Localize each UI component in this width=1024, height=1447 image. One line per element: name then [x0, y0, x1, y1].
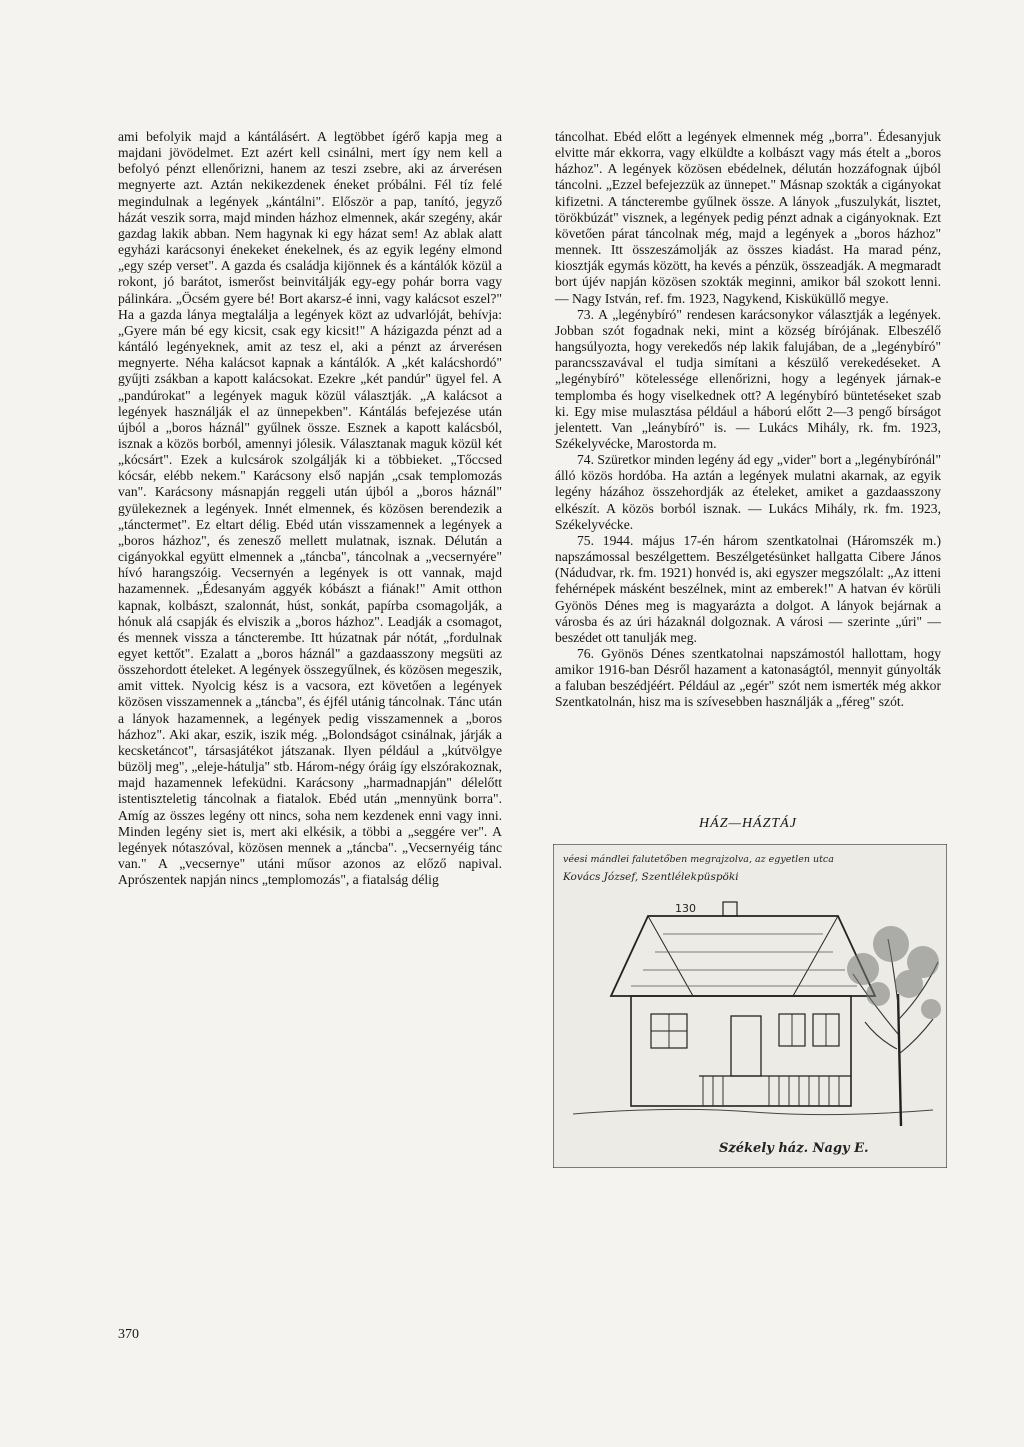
- left-column: [118, 129, 502, 888]
- paragraph: táncolhat. Ebéd előtt a legények elmennek még „borra". Édesanyjuk elvitte már ekkorra, vagy elküldte a kolbászt vagy más ételt a „boros házhoz". A legények közösen ebédelnek, délután hozzáfognak újból táncolni. „Ezzel befejezzük az ünnepet." Másnap szokták a cigányokat kifizetni. A táncterembe gyűlnek össze. A lányok „fuszulykát, lisztet, törökbúzát" visznek, a legények pedig pénzt adnak a cigányoknak. Ezt követően párat táncolnak még, majd a legények a „boros házhoz" mennek. Itt összeszámolják az összes kiadást. Ha marad pénz, kiosztják egymás között, ha kevés a pénzük, összeadják. A megmaradt bort újév napján közösen szokták meginni, amikor bál szokott lenni. — Nagy István, ref. fm. 1923, Nagykend, Kisküküllő megye.: [555, 129, 941, 306]
- caption-bottom: Székely ház. Nagy E.: [719, 1141, 869, 1156]
- house-drawing: [553, 844, 947, 1168]
- right-column: [555, 129, 941, 711]
- paragraph-74: 74. Szüretkor minden legény ád egy „vider" bort a „legénybírónál" álló közös hordóba. Ha aztán a legények mulatni akarnak, az egyik legény házához összehordják az ételeket, amiket a gazdaasszony elkészít. A közös borból isznak. — Lukács Mihály, rk. fm. 1923, Székelyvécke.: [555, 452, 941, 532]
- paragraph: ami befolyik majd a kántálásért. A legtöbbet ígérő kapja meg a majdani jövödelmet. Ezt azért kell csinálni, mert így nem kell a befolyó pénzt ellenőrizni, hanem az teszi zsebre, aki az árverésen megnyerte azt. Aztán nekikezdenek éneket próbálni. Fél tíz felé megindulnak a legények „kántálni". Először a pap, tanító, jegyző házát veszik sorra, majd minden házhoz elmennek, akár szegény, akár gazdag lakik abban. Nem hagynak ki egy házat sem! Az ablak alatt egyházi karácsonyi énekeket énekelnek, és az egyik legény elmond „egy szép verset". A gazda és családja kijönnek és a kántálók közül a rokont, jó barátot, ismerőst beinvitálják egy-egy pohár borra vagy pálinkára. „Öcsém gyere bé! Bort akarsz-é inni, vagy kalácsot eszel?" Ha a gazda lánya megtalálja a legények közt az udvarlóját, behívja: „Gyere mán bé egy kicsit, csak egy kicsit!" A házigazda pénzt ad a kántáló legényeknek, amit az tesz el, aki a pénzt az árverésen megnyerte. Néha kalácsot kapnak a kántálók. A „két kalácshordó" gyűjti zsákban a kapott kalácsokat. Ezekre „két pandúr" ügyel fel. A „pandúrokat" a legények maguk közül választják. „A kalácsot a legények használják el az ünnepekben". Kántálás befejezése után újból a „boros háznál" gyűlnek össze. Esznek a kapott kalácsból, isznak a közös borból, amennyi jólesik. Választanak maguk közül két „kócsárt". Ezek a kulcsárok szolgálják ki a többieket. „Tőccsed kócsár, elébb nekem." Karácsony első napján „csak templomozás van". Karácsony másnapján reggeli után újból a „boros háznál" gyülekeznek a legények. Innét elmennek, és közösen berendezik a „tánctermet". Ez eltart délig. Ebéd után visszamennek a legények a „boros házhoz", és zenesző mellett mulatnak, isznak. Délután a cigányokkal együtt elmennek a „táncba", táncolnak a „vecsernyére" hívó harangszóig. Vecsernyén a legények is ott vannak, majd hazamennek. „Édesanyám aggyék kóbászt a fiának!" Amit otthon kapnak, kolbászt, szalonnát, húst, sonkát, papírba csomagolják, a hónuk alá csapják és elviszik a „boros házhoz". Leadják a csomagot, és mennek vissza a táncterembe. Itt húzatnak pár nótát, „fordulnak egyet kettőt". Ezalatt a „boros háznál" a gazdaasszony megsüti az összehordott ételeket. A legények összegyűlnek, és közösen megeszik, amit vittek. Nyolcig kész is a vacsora, ezt követően a legények közösen visszamennek a „táncba", és éjfél utánig táncolnak. Tánc után a lányok hazamennek, a legények pedig visszamennek a „boros házhoz". Aki akar, eszik, iszik még. „Bolondságot csinálnak, járják a kecsketáncot", társasjátékot játszanak. Ilyen például a „kútvölgye büzölj meg", „eleje-hátulja" stb. Három-négy óráig így elszórakoznak, majd hazamennek lefeküdni. Karácsony „harmadnapján" délelőtt istentiszteletig táncolnak a fiatalok. Ebéd után „mennyünk borra". Amíg az összes legény ott nincs, soha nem kezdenek enni vagy inni. Minden legény siet is, mert aki elkésik, a többi a „seggére ver". A legények nótaszóval, közösen mennek a „táncba". „Vecsernyéig tánc van." A „vecsernye" utáni műsor azonos az előző napival. Aprószentek napján nincs „templomozás", a fiatalság délig: [118, 129, 502, 888]
- caption-top-line2: Kovács József, Szentlélekpüspöki: [563, 871, 739, 883]
- section-title: HÁZ—HÁZTÁJ: [699, 816, 797, 831]
- page-number: 370: [118, 1327, 139, 1342]
- caption-top-line1: véesi mándlei falutetőben megrajzolva, az egyetlen utca: [563, 854, 834, 865]
- paragraph-73: 73. A „legénybíró" rendesen karácsonykor választják a legények. Jobban szót fogadnak neki, mint a község bírójának. Elbeszélő hangsúlyozta, hogy verekedős nép lakik falujában, de a „legénybíró" parancsszavával el tudja simítani a készülő verekedéseket. A „legénybíró" kötelessége ellenőrizni, hogy a legények járnak-e templomba és hogy viselkednek ott? A legénybíró büntetéseket szab ki. Egy mise mulasztása például a háború előtt 2—3 pengő bírságot jelentett. Van „leánybíró" is. — Lukács Mihály, rk. fm. 1923, Székelyvécke, Marostorda m.: [555, 306, 941, 451]
- paragraph-76: 76. Gyönös Dénes szentkatolnai napszámostól hallottam, hogy amikor 1916-ban Désről hazament a katonaságtól, mennyit gúnyolták a faluban beszédjéért. Például az „egér" szót nem ismerték még akkor Szentkatolnán, hisz ma is szívesebben használják a „féreg" szót.: [555, 646, 941, 710]
- house-number: 130: [675, 902, 696, 915]
- paragraph-75: 75. 1944. május 17-én három szentkatolnai (Háromszék m.) napszámossal beszélgettem. Beszélgetésünket hallgatta Cibere János (Nádudvar, rk. fm. 1921) honvéd is, aki egyszer megszólalt: „Az itteni fehérnépek másként beszélnek, mint az emberek!" A hatvan év körüli Gyönös Dénes meg is magyarázta a dolgot. A lányok bejárnak a városba és az úri házaknál dolgoznak. A városi — szerinte „úri" — beszédet ott tanulják meg.: [555, 532, 941, 645]
